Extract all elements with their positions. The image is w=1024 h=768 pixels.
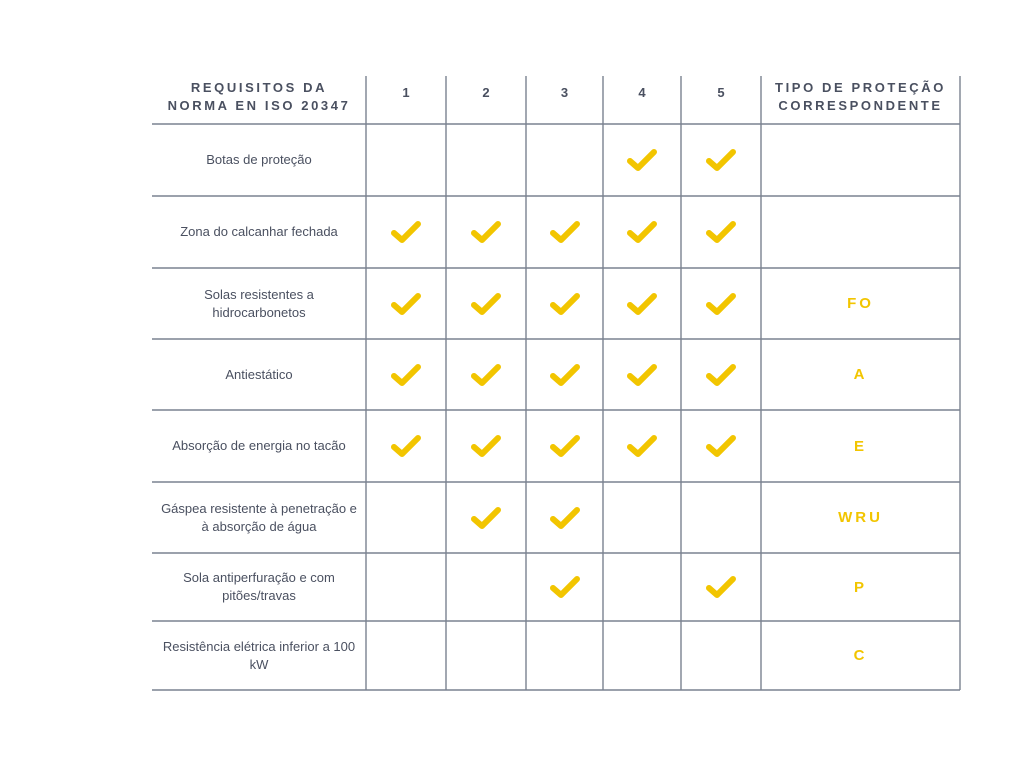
protection-cell [761,124,960,196]
check-icon [471,363,501,387]
check-cell-2 [446,553,526,621]
check-cell-4 [603,196,681,268]
check-cell-5 [681,621,761,690]
protection-cell [761,482,960,553]
check-icon [627,363,657,387]
check-icon [706,292,736,316]
requirement-label: Zona do calcanhar fechada [180,224,338,239]
check-cell-3 [526,410,603,482]
protection-cell [761,196,960,268]
check-cell-2 [446,410,526,482]
check-cell-3 [526,621,603,690]
check-cell-2 [446,621,526,690]
requirement-cell [152,410,366,482]
check-cell-1 [366,196,446,268]
check-icon [627,434,657,458]
protection-cell [761,268,960,339]
check-icon [706,434,736,458]
protection-code: FO [847,295,874,312]
protection-cell [761,339,960,410]
check-icon [471,292,501,316]
check-cell-5 [681,124,761,196]
header-column-5 [681,70,761,124]
check-cell-1 [366,268,446,339]
check-cell-3 [526,553,603,621]
check-icon [706,575,736,599]
check-icon [627,292,657,316]
check-cell-1 [366,410,446,482]
check-cell-1 [366,124,446,196]
check-cell-3 [526,482,603,553]
check-cell-1 [366,482,446,553]
protection-cell [761,553,960,621]
header-column-number: 1 [402,85,410,100]
check-icon [471,220,501,244]
check-cell-1 [366,621,446,690]
header-column-3 [526,70,603,124]
check-icon [391,292,421,316]
protection-code: C [853,647,868,664]
check-cell-1 [366,339,446,410]
header-column-number: 4 [638,85,646,100]
check-icon [391,363,421,387]
check-icon [550,575,580,599]
check-cell-5 [681,268,761,339]
requirement-label: Sola antiperfuração e com pitões/travas [183,570,335,603]
check-cell-2 [446,124,526,196]
requirement-label: Absorção de energia no tacão [172,438,346,453]
check-cell-5 [681,339,761,410]
check-icon [627,220,657,244]
check-icon [391,220,421,244]
check-cell-4 [603,482,681,553]
check-cell-2 [446,482,526,553]
header-column-4 [603,70,681,124]
check-cell-2 [446,196,526,268]
check-cell-4 [603,621,681,690]
check-icon [550,434,580,458]
check-cell-1 [366,553,446,621]
check-icon [627,148,657,172]
requirement-cell [152,124,366,196]
requirement-label: Botas de proteção [206,152,312,167]
protection-code: P [853,578,867,596]
check-cell-3 [526,268,603,339]
check-cell-5 [681,482,761,553]
requirement-cell [152,553,366,621]
header-column-number: 2 [482,85,490,100]
header-column-2 [446,70,526,124]
check-icon [550,292,580,316]
check-cell-5 [681,196,761,268]
requirement-label: Antiestático [225,366,293,382]
header-protection-cell [761,70,960,124]
check-cell-2 [446,339,526,410]
check-icon [706,148,736,172]
requirement-cell [152,196,366,268]
check-cell-4 [603,124,681,196]
check-cell-3 [526,339,603,410]
header-requirements-title: REQUISITOS DA NORMA EN ISO 20347 [167,80,351,113]
check-cell-4 [603,268,681,339]
check-icon [550,220,580,244]
requirement-cell [152,482,366,553]
check-icon [391,434,421,458]
requirement-cell [152,621,366,690]
check-icon [550,363,580,387]
check-cell-2 [446,268,526,339]
protection-cell [761,410,960,482]
check-icon [706,363,736,387]
requirement-label: Resistência elétrica inferior a 100 kW [162,638,356,672]
check-icon [471,434,501,458]
check-icon [550,506,580,530]
protection-code: WRU [838,509,883,526]
check-icon [706,220,736,244]
requirement-cell [152,339,366,410]
check-cell-5 [681,410,761,482]
protection-code: E [853,437,867,455]
protection-code: A [853,366,868,383]
check-cell-4 [603,339,681,410]
check-cell-3 [526,124,603,196]
header-column-number: 3 [560,85,569,100]
check-cell-4 [603,553,681,621]
check-cell-4 [603,410,681,482]
check-cell-3 [526,196,603,268]
check-icon [471,506,501,530]
header-protection-title: TIPO DE PROTEÇÃO CORRESPONDENTE [775,80,946,113]
check-cell-5 [681,553,761,621]
requirement-label: Gáspea resistente à penetração e à absorção de água [161,500,357,534]
header-column-1 [366,70,446,124]
requirement-label: Solas resistentes a hidrocarbonetos [204,286,314,320]
header-requirements-cell [152,70,366,124]
protection-cell [761,621,960,690]
requirement-cell [152,268,366,339]
header-column-number: 5 [717,85,725,100]
